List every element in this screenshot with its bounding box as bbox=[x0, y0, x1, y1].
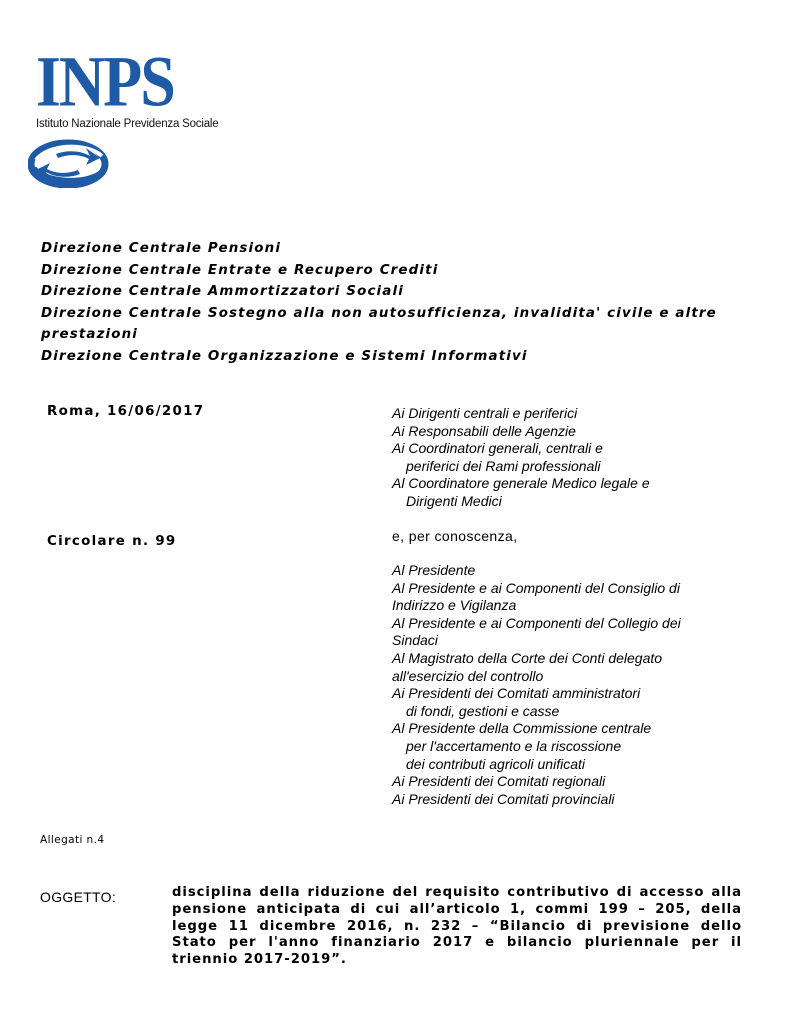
recipient-line: Ai Dirigenti centrali e periferici bbox=[392, 405, 578, 421]
cc-recipient-line: Indirizzo e Vigilanza bbox=[392, 597, 517, 614]
logo-subtitle: Istituto Nazionale Previdenza Sociale bbox=[36, 118, 219, 130]
cc-recipient-line: Al Presidente bbox=[392, 562, 476, 578]
place-date: Roma, 16/06/2017 bbox=[47, 404, 205, 419]
cc-recipient-line: Al Presidente e ai Componenti del Collegio dei bbox=[392, 614, 681, 631]
cc-label: e, per conoscenza, bbox=[392, 528, 518, 544]
cc-recipients-list bbox=[392, 562, 762, 808]
cc-recipient-line: per l'accertamento e la riscossione bbox=[406, 737, 622, 754]
cc-recipient-line: Al Presidente e ai Componenti del Consiglio di bbox=[392, 579, 680, 596]
direction-line: Direzione Centrale Entrate e Recupero Crediti bbox=[41, 262, 439, 278]
cc-recipient-line: Ai Presidenti dei Comitati provinciali bbox=[392, 790, 615, 807]
cc-recipient-line: di fondi, gestioni e casse bbox=[406, 702, 560, 719]
direction-line: Direzione Centrale Pensioni bbox=[41, 241, 282, 256]
recipient-line: Ai Coordinatori generali, centrali e bbox=[392, 440, 603, 457]
recipient-line: Dirigenti Medici bbox=[406, 492, 502, 509]
recipient-line: Ai Responsabili delle Agenzie bbox=[392, 422, 576, 439]
logo-emblem-icon bbox=[28, 138, 112, 188]
cc-recipient-line: Ai Presidenti dei Comitati regionali bbox=[392, 773, 606, 790]
recipients-list bbox=[392, 405, 762, 511]
cc-recipient-line: all'esercizio del controllo bbox=[392, 667, 544, 684]
direction-line: Direzione Centrale Organizzazione e Sistemi Informativi bbox=[41, 348, 528, 364]
cc-recipient-line: dei contributi agricoli unificati bbox=[406, 755, 585, 772]
recipient-line: periferici dei Rami professionali bbox=[406, 457, 601, 474]
direction-line: Direzione Centrale Ammortizzatori Sociali bbox=[41, 284, 404, 299]
subject-label: OGGETTO: bbox=[40, 889, 117, 905]
direction-line: Direzione Centrale Sostegno alla non autosufficienza, invalidita' civile e altre bbox=[41, 305, 717, 321]
cc-recipient-line: Al Presidente della Commissione centrale bbox=[392, 720, 652, 737]
attachments-count: Allegati n.4 bbox=[40, 834, 105, 846]
recipient-line: Al Coordinatore generale Medico legale e bbox=[392, 475, 650, 492]
logo-wordmark: INPS bbox=[36, 41, 174, 122]
direction-line: prestazioni bbox=[41, 327, 139, 342]
cc-recipient-line: Al Magistrato della Corte dei Conti delegato bbox=[392, 649, 663, 666]
issuing-directions bbox=[41, 238, 721, 367]
subject-text: disciplina della riduzione del requisito contributivo di accesso alla pensione anticipata di cui all’articolo 1, commi 199 – 205, della legge 11 dicembre 2016, n. 232 – “Bilancio di previsione dello Stato per l'anno finanziario 2017 e bilancio pluriennale per il triennio 2017-2019”. bbox=[172, 885, 742, 968]
cc-recipient-line: Ai Presidenti dei Comitati amministratori bbox=[392, 685, 641, 702]
circular-number: Circolare n. 99 bbox=[47, 534, 177, 549]
cc-recipient-line: Sindaci bbox=[392, 632, 438, 649]
inps-logo bbox=[28, 41, 258, 196]
